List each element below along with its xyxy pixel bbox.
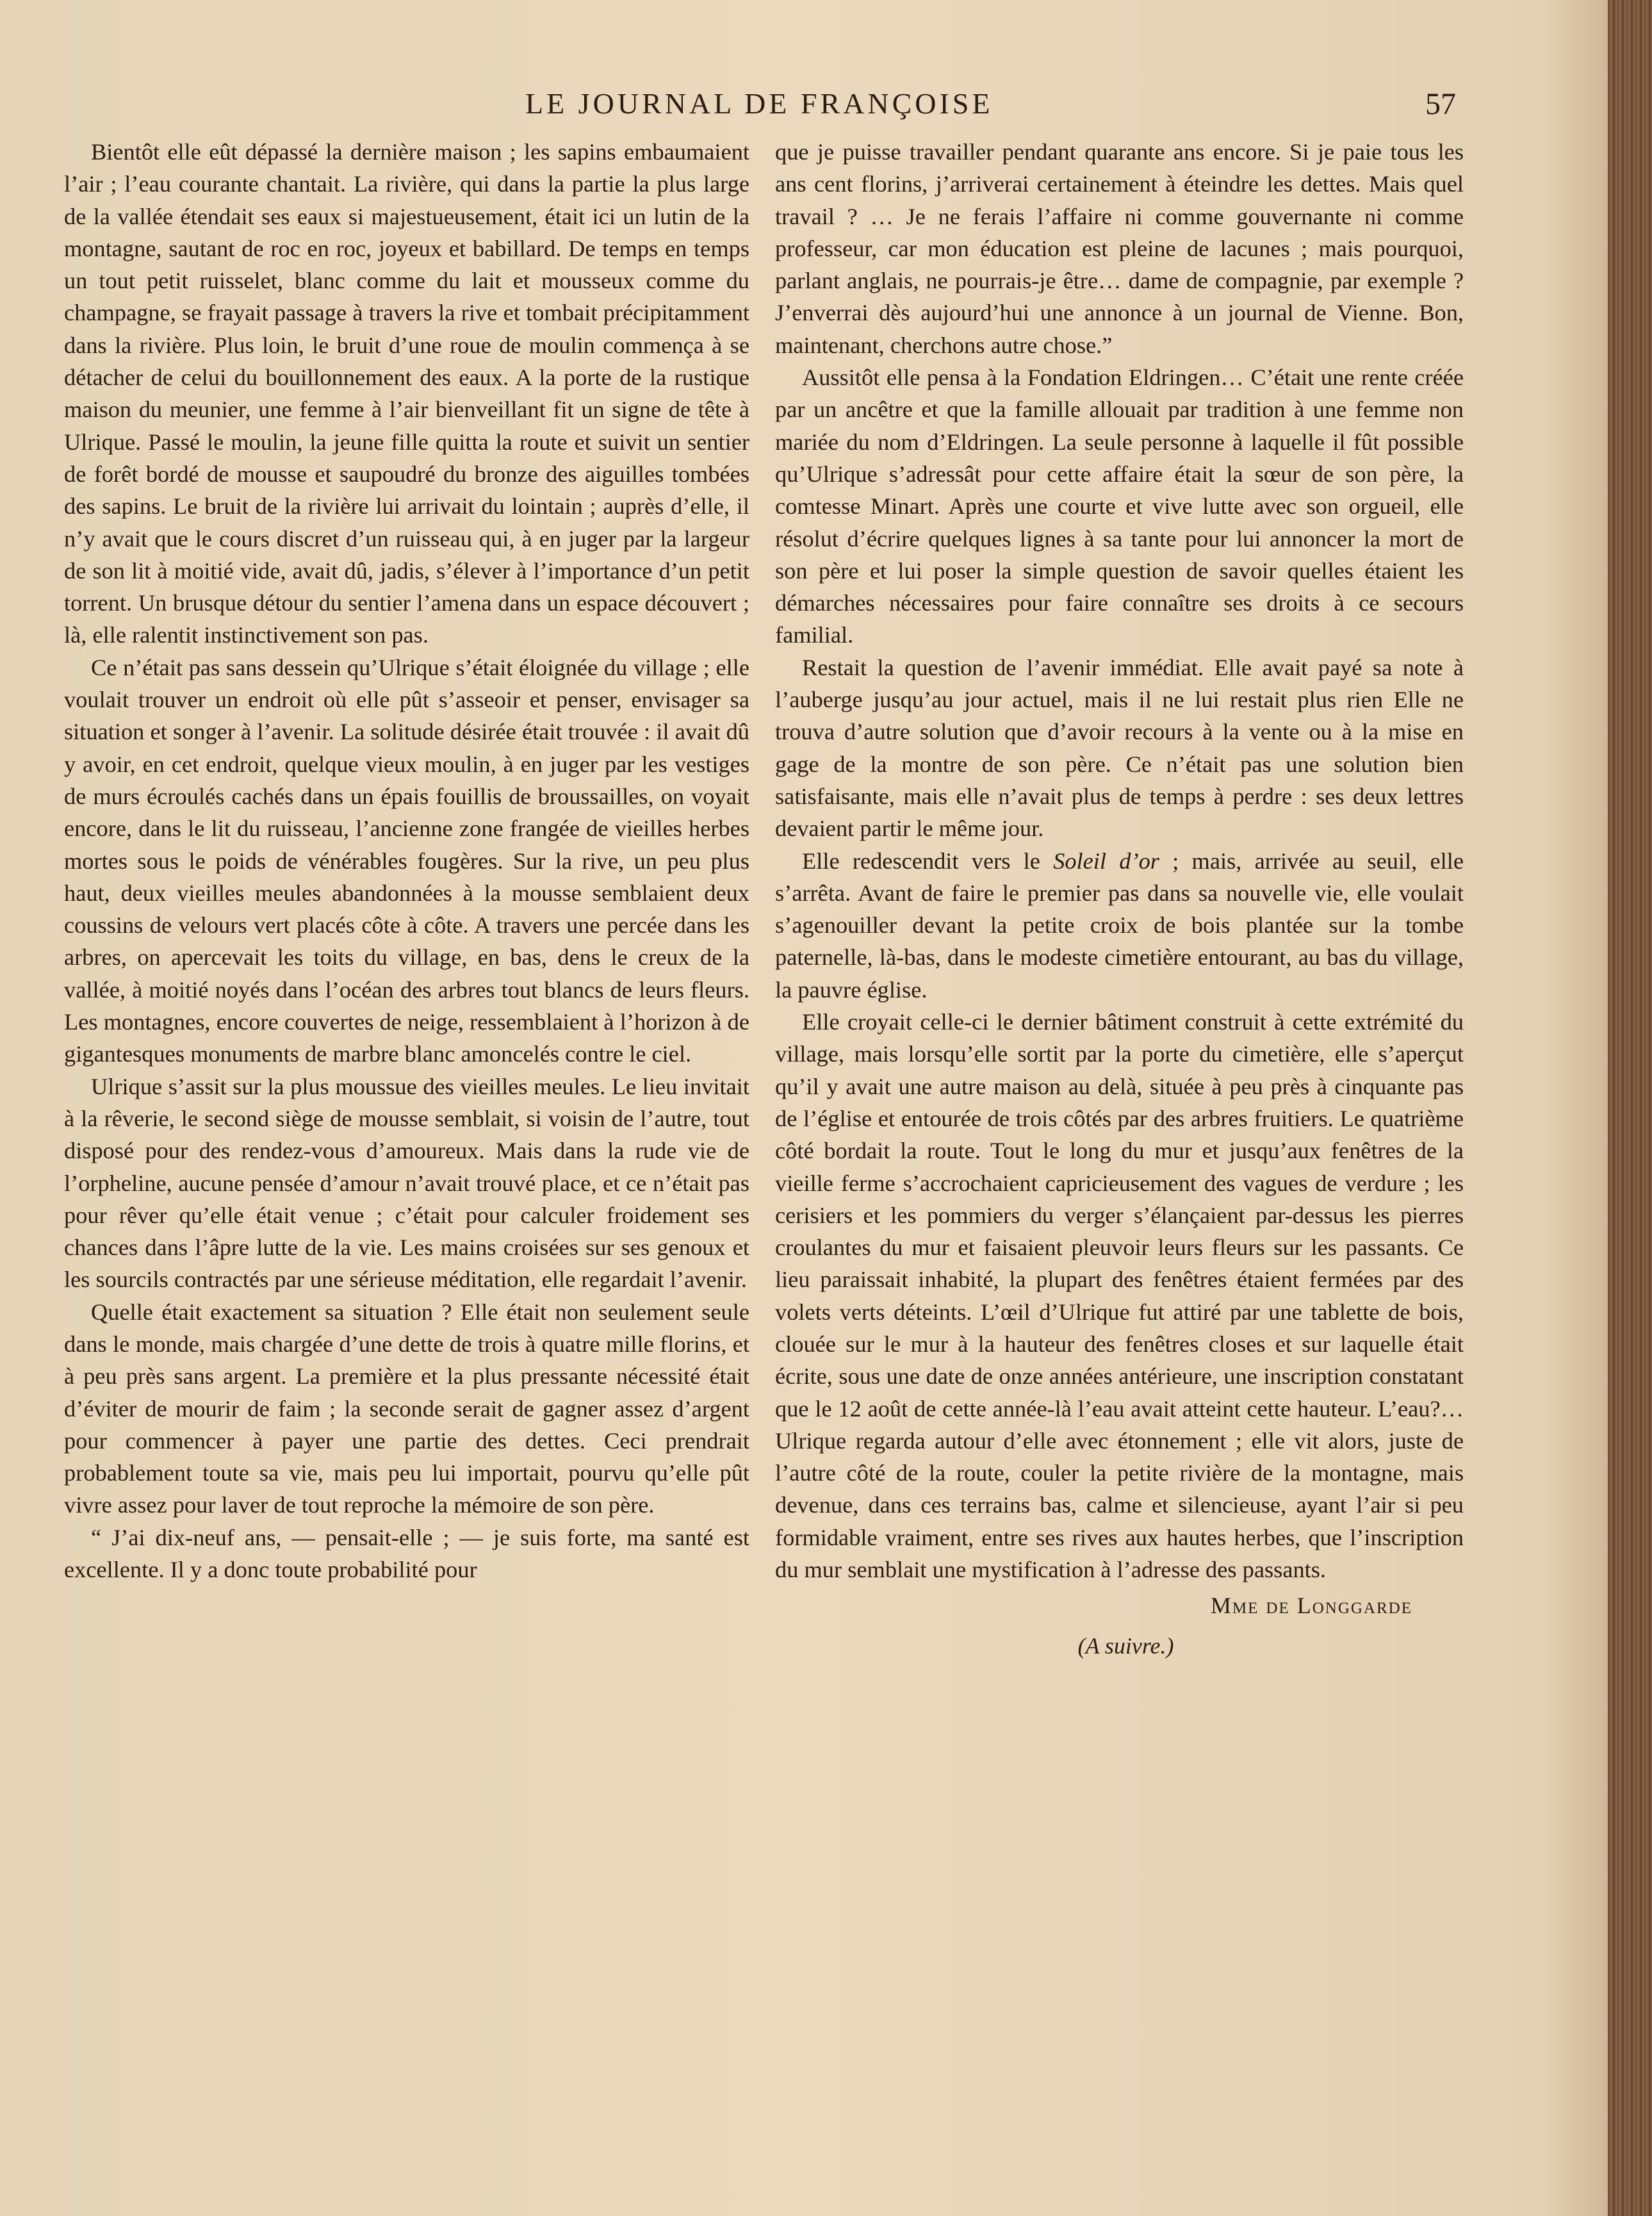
right-column: [775, 136, 1464, 1662]
paragraph: Ulrique s’assit sur la plus moussue des vieilles meules. Le lieu invitait à la rêverie, le second siège de mousse semblait, si voisin de l’autre, tout disposé pour des rendez-vous d’amoureux. Mais dans la rude vie de l’orpheline, aucune pensée d’amour n’avait trouvé place, et ce n’était pas pour rêver qu’elle était venue ; c’était pour calculer froidement ses chances dans l’âpre lutte de la vie. Les mains croisées sur ses genoux et les sourcils contractés par une sérieuse méditation, elle regardait l’avenir.: [64, 1073, 749, 1293]
book-spine: [1608, 0, 1652, 2216]
author-signature: Mme de Longgarde: [1210, 1593, 1412, 1619]
text-run: ; mais, arrivée au seuil, elle s’arrêta. Avant de faire le premier pas dans sa nouvelle vie, elle voulait s’agenouiller devant la petite croix de bois plantée sur la tombe paternelle, là-bas, dans le modeste cimetière entourant, au bas du village, la pauvre église.: [775, 848, 1464, 1003]
paragraph: Ce n’était pas sans dessein qu’Ulrique s’était éloignée du village ; elle voulait trouver un endroit où elle pût s’asseoir et penser, envisager sa situation et songer à l’avenir. La solitude désirée était trouvée : il avait dû y avoir, en cet endroit, quelque vieux moulin, à en juger par les vestiges de murs écroulés cachés dans un épais fouillis de broussailles, on voyait encore, dans le lit du ruisseau, l’ancienne zone frangée de vieilles herbes mortes sous le poids de vénérables fougères. Sur la rive, un peu plus haut, deux vieilles meules abandonnées à la mousse semblaient deux coussins de velours vert placés côte à côte. A travers une percée dans les arbres, on apercevait les toits du village, en bas, dens le creux de la vallée, à moitié noyés dans l’océan des arbres tout blancs de leurs fleurs. Les montagnes, encore couvertes de neige, ressemblaient à l’horizon à de gigantesques monuments de marbre blanc amoncelés contre le ciel.: [64, 654, 749, 1067]
text-run: Elle redescendit vers le: [802, 848, 1054, 874]
paragraph: “ J’ai dix-neuf ans, — pensait-elle ; — je suis forte, ma santé est excellente. Il y a donc toute probabilité pour: [64, 1524, 749, 1583]
running-head: [0, 86, 1608, 131]
paragraph: [775, 845, 1464, 1006]
paragraph-continued: que je puisse travailler pendant quarante ans encore. Si je paie tous les ans cent florins, j’arriverai certainement à éteindre les dettes. Mais quel travail ? … Je ne ferais l’affaire ni comme gouvernante ni comme professeur, car mon éducation est pleine de lacunes ; mais pourquoi, parlant anglais, ne pourrais-je être… dame de compagnie, par exemple ? J’enverrai dès aujourd’hui une annonce à un journal de Vienne. Bon, maintenant, cherchons autre chose.”: [775, 139, 1464, 358]
journal-title: LE JOURNAL DE FRANÇOISE: [525, 87, 994, 120]
left-column: [64, 136, 749, 1586]
paragraph: Quelle était exactement sa situation ? Elle était non seulement seule dans le monde, mais chargée d’une dette de trois à quatre mille florins, et à peu près sans argent. La première et la plus pressante nécessité était d’éviter de mourir de faim ; la seconde serait de gagner assez d’argent pour commencer à payer une partie des dettes. Ceci prendrait probablement toute sa vie, mais peu lui importait, pourvu qu’elle pût vivre assez pour laver de tout reproche la mémoire de son père.: [64, 1299, 749, 1518]
paragraph: Aussitôt elle pensa à la Fondation Eldringen… C’était une rente créée par un ancêtre et que la famille allouait par tradition à une femme non mariée du nom d’Eldringen. La seule personne à laquelle il fût possible qu’Ulrique s’adressât pour cette affaire était la sœur de son père, la comtesse Minart. Après une courte et vive lutte avec son orgueil, elle résolut d’écrire quelques lignes à sa tante pour lui annoncer la mort de son père et lui poser la simple question de savoir quelles étaient les démarches nécessaires pour faire connaître ses droits à ce secours familial.: [775, 365, 1464, 648]
paragraph: Restait la question de l’avenir immédiat. Elle avait payé sa note à l’auberge jusqu’au jour actuel, mais il ne lui restait plus rien Elle ne trouva d’autre solution que d’avoir recours à la vente ou à la mise en gage de la montre de son père. Ce n’était pas une solution bien satisfaisante, mais elle n’avait plus de temps à perdre : ses deux lettres devaient partir le même jour.: [775, 654, 1464, 842]
page-number: 57: [1425, 87, 1456, 121]
paragraph: Bientôt elle eût dépassé la dernière maison ; les sapins embaumaient l’air ; l’eau courante chantait. La rivière, qui dans la partie la plus large de la vallée étendait ses eaux si majestueusement, était ici un lutin de la montagne, sautant de roc en roc, joyeux et babillard. De temps en temps un tout petit ruisselet, blanc comme du lait et mousseux comme du champagne, se frayait passage à travers la rive et tombait précipitamment dans la rivière. Plus loin, le bruit d’une roue de moulin commença à se détacher de celui du bouillonnement des eaux. A la porte de la rustique maison du meunier, une femme à l’air bienveillant fit un signe de tête à Ulrique. Passé le moulin, la jeune fille quitta la route et suivit un sentier de forêt bordé de mousse et saupoudré du bronze des aiguilles tombées des sapins. Le bruit de la rivière lui arrivait du lointain ; auprès d’elle, il n’y avait que le cours discret d’un ruisseau qui, à en juger par la largeur de son lit à moitié vide, avait dû, jadis, s’élever à l’importance d’un petit torrent. Un brusque détour du sentier l’amena dans un espace découvert ; là, elle ralentit instinctivement son pas.: [64, 139, 749, 648]
inn-name: Soleil d’or: [1053, 848, 1159, 874]
paragraph: Elle croyait celle-ci le dernier bâtiment construit à cette extrémité du village, mais lorsqu’elle sortit par la porte du cimetière, elle s’aperçut qu’il y avait une autre maison au delà, située à peu près à cinquante pas de l’église et entourée de trois côtés par des arbres fruitiers. Le quatrième côté bordait la route. Tout le long du mur et jusqu’aux fenêtres de la vieille ferme s’accrochaient capricieusement des vagues de verdure ; les cerisiers et les pommiers du verger s’élançaient par-dessus les pierres croulantes du mur et faisaient pleuvoir leurs fleurs sur les passants. Ce lieu paraissait inhabité, la plupart des fenêtres étaient fermées par des volets verts déteints. L’œil d’Ulrique fut attiré par une tablette de bois, clouée sur le mur à la hauteur des fenêtres closes et sur laquelle était écrite, sous une date de onze années antérieure, une inscription constatant que le 12 août de cette année-là l’eau avait atteint cette hauteur. L’eau?… Ulrique regarda autour d’elle avec étonnement ; elle vit alors, juste de l’autre côté de la route, couler la petite rivière de la montagne, mais devenue, dans ces terrains bas, calme et silencieuse, ayant l’air si peu formidable vraiment, entre ses rives aux hautes herbes, que l’inscription du mur semblait une mystification à l’adresse des passants.: [775, 1009, 1464, 1583]
to-be-continued: (A suivre.): [1077, 1632, 1174, 1659]
